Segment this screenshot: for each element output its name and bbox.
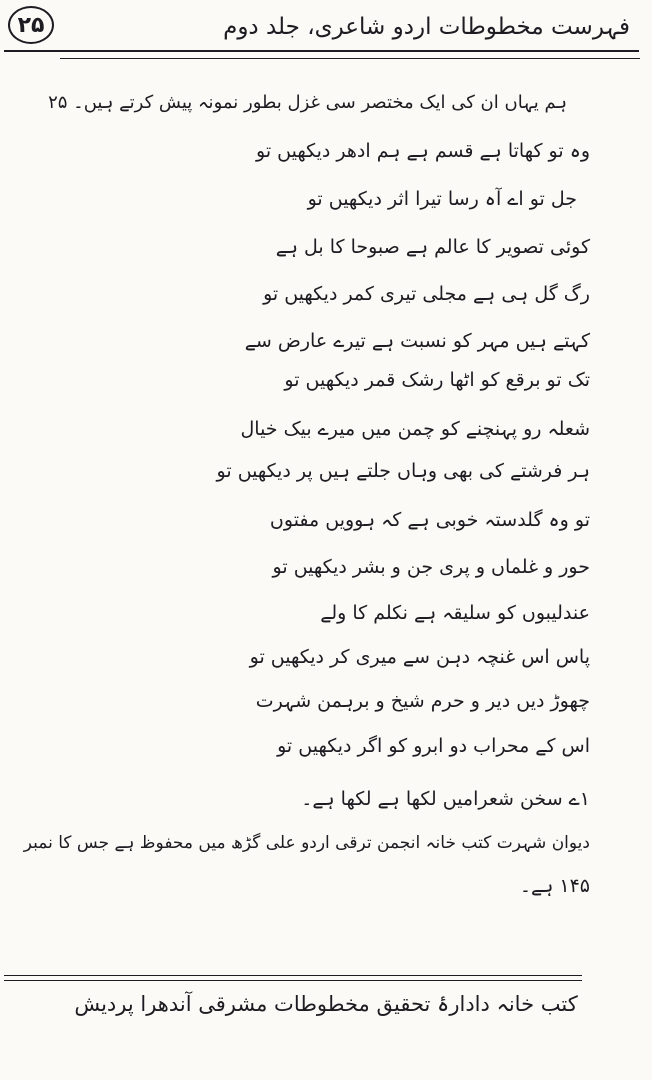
verse-line: حور و غلماں و پری جن و بشر دیکھیں تو bbox=[272, 556, 590, 578]
intro-line: ہم یہاں ان کی ایک مختصر سی غزل بطور نمونہ پیش کرتے ہیں۔ ۲۵ bbox=[48, 92, 567, 113]
footer-institution-title: کتب خانہ دادارۂ تحقیق مخطوطات مشرقی آندھرا پردیش bbox=[74, 992, 578, 1016]
verse-line: رگ گل ہی ہے مجلی تیری کمر دیکھیں تو bbox=[263, 283, 590, 305]
verse-line: جل تو اے آہ رسا تیرا اثر دیکھیں تو bbox=[307, 188, 577, 210]
verse-line: ہر فرشتے کی بھی وہاں جلتے ہیں پر دیکھیں تو bbox=[216, 460, 590, 482]
verse-line: کوئی تصویر کا عالم ہے صبوحا کا بل ہے bbox=[275, 236, 590, 258]
verse-line: تو وہ گلدستہ خوبی ہے کہ ہوویں مفتوں bbox=[269, 509, 590, 531]
verse-line: کہتے ہیں مہر کو نسبت ہے تیرے عارض سے bbox=[244, 330, 590, 352]
running-header-title: فہرست مخطوطات اردو شاعری، جلد دوم bbox=[223, 14, 630, 40]
header-rule-top bbox=[4, 50, 639, 52]
verse-line: تک تو برقع کو اٹھا رشک قمر دیکھیں تو bbox=[284, 369, 590, 391]
footnote-line: دیوان شہرت کتب خانہ انجمن ترقی اردو علی گڑھ میں محفوظ ہے جس کا نمبر bbox=[23, 833, 590, 853]
closing-note: ۱ے سخن شعرامیں لکھا ہے لکھا ہے۔ bbox=[301, 788, 590, 810]
verse-line: پاس اس غنچہ دہن سے میری کر دیکھیں تو bbox=[249, 646, 590, 668]
footer-rule-top bbox=[4, 975, 582, 976]
verse-line: اس کے محراب دو ابرو کو اگر دیکھیں تو bbox=[277, 735, 590, 757]
page-number-badge: ۲۵ bbox=[8, 6, 54, 44]
footer-rule-bottom bbox=[4, 980, 582, 981]
verse-line: عندلیبوں کو سلیقہ ہے نکلم کا ولے bbox=[320, 602, 590, 624]
header-rule-bottom bbox=[60, 58, 640, 59]
verse-line: چھوڑ دیں دیر و حرم شیخ و برہمن شہرت bbox=[255, 690, 590, 712]
footnote-line: ۱۴۵ ہے۔ bbox=[519, 875, 590, 897]
verse-line: شعلہ رو پہنچنے کو چمن میں میرے بیک خیال bbox=[240, 418, 590, 440]
verse-line: وہ تو کھاتا ہے قسم ہے ہم ادھر دیکھیں تو bbox=[256, 140, 590, 162]
